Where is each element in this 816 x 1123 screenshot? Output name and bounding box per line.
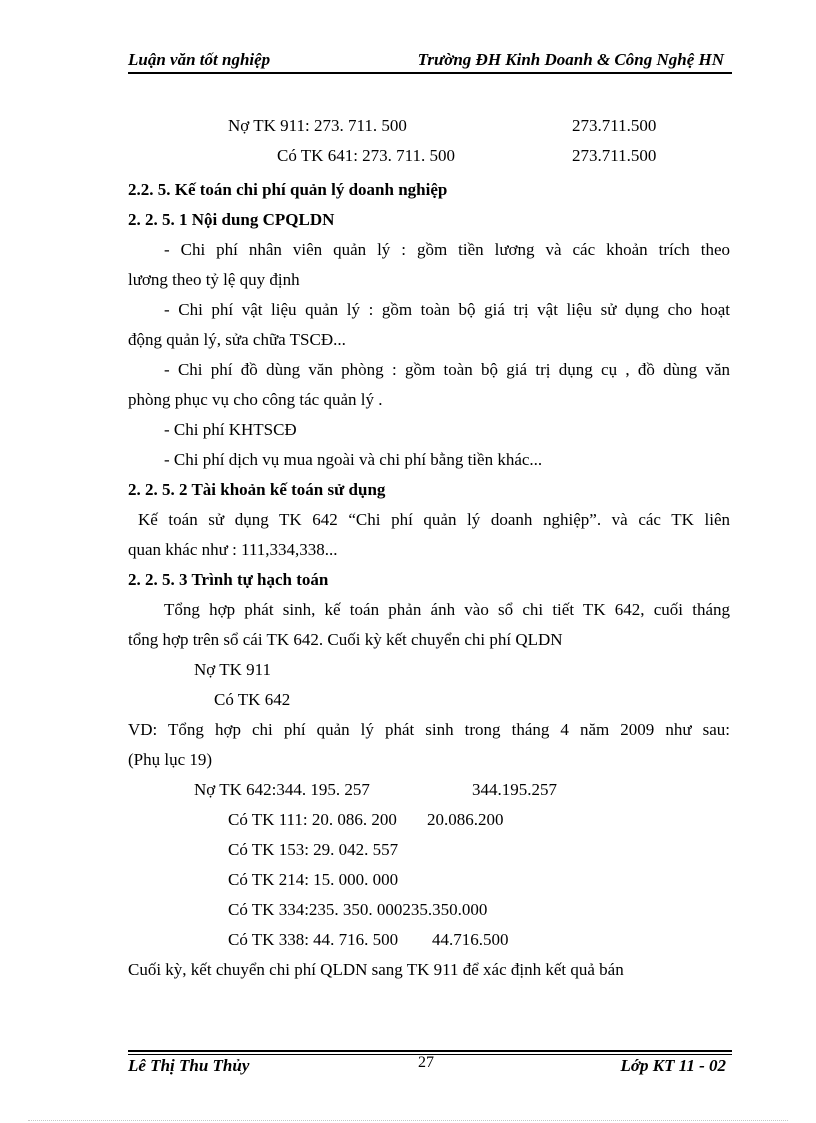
header-university: Trường ĐH Kinh Doanh & Công Nghệ HN: [417, 50, 724, 69]
para1-line2: lương theo tỷ lệ quy định: [128, 270, 300, 289]
credit-334: Có TK 334:235. 350. 000235.350.000: [228, 900, 488, 919]
credit-111-amount: 20.086.200: [427, 810, 504, 829]
header-thesis-label: Luận văn tốt nghiệp: [128, 50, 271, 69]
para3-line1: - Chi phí đồ dùng văn phòng : gồm toàn bộ giá trị dụng cụ , đồ dùng văn: [164, 360, 730, 379]
para8-line1: VD: Tổng hợp chi phí quản lý phát sinh trong tháng 4 năm 2009 như sau:: [128, 720, 730, 739]
page-bottom-divider: [28, 1120, 788, 1121]
entry1-credit-amount: 273.711.500: [572, 146, 657, 165]
para6-line2: quan khác như : 111,334,338...: [128, 540, 338, 559]
entry1-credit: Có TK 641: 273. 711. 500: [277, 146, 456, 165]
footer-class: Lớp KT 11 - 02: [620, 1056, 726, 1075]
para2-line1: - Chi phí vật liệu quản lý : gồm toàn bộ giá trị vật liệu sử dụng cho hoạt: [164, 300, 730, 319]
credit-338-amount: 44.716.500: [432, 930, 509, 949]
entry2-debit: Nợ TK 911: [194, 660, 271, 679]
para4: - Chi phí KHTSCĐ: [164, 420, 297, 439]
para5: - Chi phí dịch vụ mua ngoài và chi phí bằng tiền khác...: [164, 450, 543, 469]
para1-line1: - Chi phí nhân viên quản lý : gồm tiền lương và các khoản trích theo: [164, 240, 730, 259]
subsection-1-title: 2. 2. 5. 1 Nội dung CPQLDN: [128, 210, 335, 229]
subsection-3-title: 2. 2. 5. 3 Trình tự hạch toán: [128, 570, 329, 589]
header-rule: [128, 72, 732, 74]
footer-author: Lê Thị Thu Thủy: [128, 1056, 250, 1075]
para8-line2: (Phụ lục 19): [128, 750, 213, 769]
credit-338: Có TK 338: 44. 716. 500: [228, 930, 399, 949]
entry3-debit: Nợ TK 642:344. 195. 257: [194, 780, 370, 799]
footer-rule-thick: [128, 1050, 732, 1052]
para7-line1: Tổng hợp phát sinh, kế toán phản ánh vào sổ chi tiết TK 642, cuối tháng: [164, 600, 730, 619]
page-header: [128, 46, 732, 72]
para7-line2: tổng hợp trên sổ cái TK 642. Cuối kỳ kết chuyển chi phí QLDN: [128, 630, 563, 649]
credit-214: Có TK 214: 15. 000. 000: [228, 870, 399, 889]
para2-line2: động quản lý, sửa chữa TSCĐ...: [128, 330, 346, 349]
credit-153: Có TK 153: 29. 042. 557: [228, 840, 399, 859]
para9: Cuối kỳ, kết chuyển chi phí QLDN sang TK 911 để xác định kết quả bán: [128, 960, 624, 979]
credit-111: Có TK 111: 20. 086. 200: [228, 810, 397, 829]
section-title: 2.2. 5. Kế toán chi phí quản lý doanh nghiệp: [128, 180, 448, 199]
para6-line1: Kế toán sử dụng TK 642 “Chi phí quản lý doanh nghiệp”. và các TK liên: [138, 510, 730, 529]
para3-line2: phòng phục vụ cho công tác quản lý .: [128, 390, 383, 409]
entry1-debit-amount: 273.711.500: [572, 116, 657, 135]
entry3-debit-amount: 344.195.257: [472, 780, 557, 799]
entry2-credit: Có TK 642: [214, 690, 291, 709]
entry1-debit: Nợ TK 911: 273. 711. 500: [228, 116, 407, 135]
subsection-2-title: 2. 2. 5. 2 Tài khoản kế toán sử dụng: [128, 480, 386, 499]
page-number: 27: [418, 1054, 434, 1071]
